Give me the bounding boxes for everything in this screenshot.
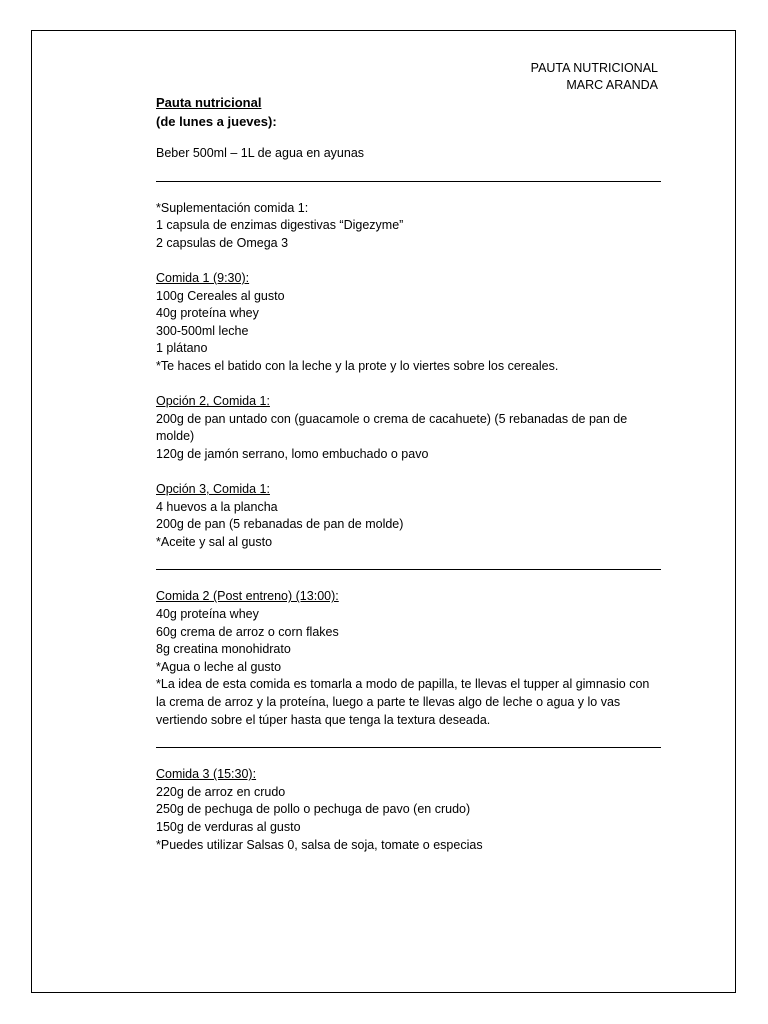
list-item: 8g creatina monohidrato xyxy=(156,642,291,657)
list-item: *Agua o leche al gusto xyxy=(156,659,282,674)
list-item: 200g de pan (5 rebanadas de pan de molde) xyxy=(156,517,404,532)
list-item: 300-500ml leche xyxy=(156,323,249,338)
list-item: 100g Cereales al gusto xyxy=(156,288,285,303)
option3-section xyxy=(156,481,660,551)
list-item: 60g crema de arroz o corn flakes xyxy=(156,624,339,639)
intro-text: Beber 500ml – 1L de agua en ayunas xyxy=(156,146,365,160)
section-heading: Comida 2 (Post entreno) (13:00): xyxy=(156,589,339,604)
supplement-section xyxy=(156,200,660,253)
page-title: Pauta nutricional xyxy=(156,95,262,110)
list-item: 220g de arroz en crudo xyxy=(156,784,286,799)
list-item: 4 huevos a la plancha xyxy=(156,499,278,514)
list-item: *Aceite y sal al gusto xyxy=(156,534,273,549)
list-item: *La idea de esta comida es tomarla a modo de papilla, te llevas el tupper al gimnasio con la crema de arroz y la proteína, luego a parte te llevas algo de leche o agua y lo vas vertiendo sobre el túper hasta que tenga la textura deseada. xyxy=(156,677,650,727)
section-heading: Comida 3 (15:30): xyxy=(156,767,257,782)
meal2-section xyxy=(156,588,660,729)
meal1-section xyxy=(156,270,660,376)
list-item: 200g de pan untado con (guacamole o crema de cacahuete) (5 rebanadas de pan de molde) xyxy=(156,411,628,444)
list-item: *Te haces el batido con la leche y la prote y lo viertes sobre los cereales. xyxy=(156,358,559,373)
list-item: 120g de jamón serrano, lomo embuchado o pavo xyxy=(156,446,429,461)
list-item: 1 plátano xyxy=(156,341,208,356)
header-line-1: PAUTA NUTRICIONAL xyxy=(530,61,658,75)
list-item: 150g de verduras al gusto xyxy=(156,820,301,834)
section-heading: Opción 2, Comida 1: xyxy=(156,394,270,409)
section-heading: Comida 1 (9:30): xyxy=(156,270,250,285)
list-item: 40g proteína whey xyxy=(156,607,259,622)
document-body xyxy=(156,93,660,854)
option2-section xyxy=(156,393,660,463)
section-heading: *Suplementación comida 1: xyxy=(156,200,309,215)
list-item: *Puedes utilizar Salsas 0, salsa de soja, tomate o especias xyxy=(156,837,483,852)
meal3-section xyxy=(156,766,660,854)
list-item: 40g proteína whey xyxy=(156,306,259,321)
header-line-2: MARC ARANDA xyxy=(566,78,658,92)
list-item: 2 capsulas de Omega 3 xyxy=(156,235,289,250)
document-header xyxy=(531,60,658,94)
section-heading: Opción 3, Comida 1: xyxy=(156,482,270,497)
page-subtitle: (de lunes a jueves): xyxy=(156,114,277,129)
list-item: 1 capsula de enzimas digestivas “Digezyme” xyxy=(156,218,404,233)
list-item: 250g de pechuga de pollo o pechuga de pavo (en crudo) xyxy=(156,802,471,817)
